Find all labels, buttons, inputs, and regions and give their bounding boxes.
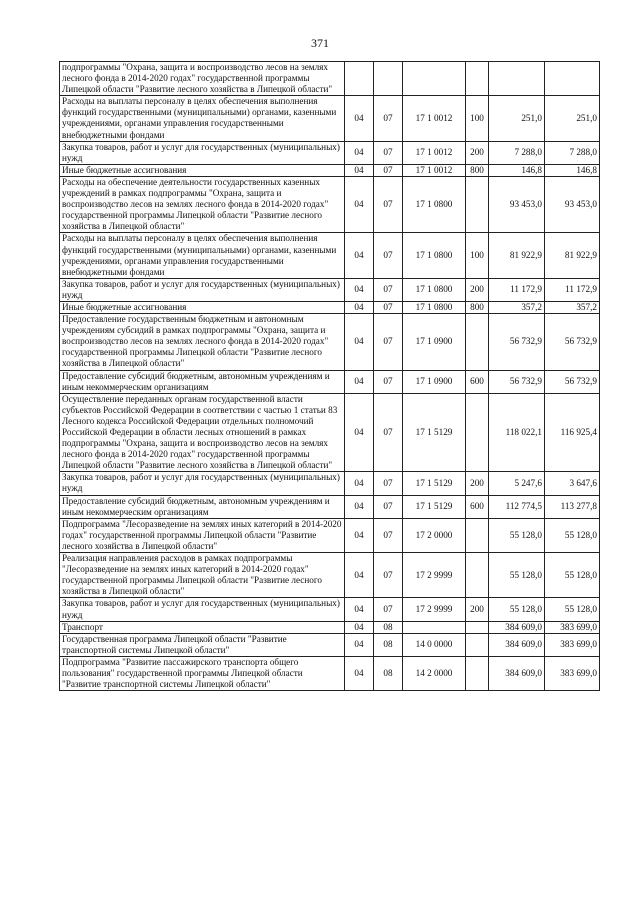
- table-row: [60, 370, 600, 393]
- section-code-cell: 04: [345, 495, 374, 518]
- item-name-cell: Реализация направления расходов в рамках подпрограммы "Лесоразведение на землях иных категорий в 2014-2020 годах" государственной программы Липецкой области "Развитие лесного хозяйства в Липецкой области": [60, 553, 345, 598]
- expense-type-cell: 100: [466, 233, 489, 278]
- subsection-code-cell: 07: [374, 393, 403, 472]
- item-name-cell: Предоставление субсидий бюджетным, автономным учреждениям и иным некоммерческим организациям: [60, 495, 345, 518]
- item-name-cell: Закупка товаров, работ и услуг для государственных (муниципальных) нужд: [60, 141, 345, 164]
- section-code-cell: 04: [345, 176, 374, 232]
- table-row: [60, 472, 600, 495]
- expense-type-cell: 100: [466, 96, 489, 141]
- subsection-code-cell: 07: [374, 233, 403, 278]
- target-article-cell: 17 1 0012: [403, 164, 466, 176]
- amount-year2-cell: 113 277,8: [545, 495, 600, 518]
- item-name-cell: Закупка товаров, работ и услуг для государственных (муниципальных) нужд: [60, 472, 345, 495]
- amount-year1-cell: 7 288,0: [489, 141, 545, 164]
- subsection-code-cell: [374, 62, 403, 96]
- subsection-code-cell: 07: [374, 141, 403, 164]
- page-number: 371: [311, 36, 329, 50]
- section-code-cell: 04: [345, 164, 374, 176]
- section-code-cell: 04: [345, 656, 374, 690]
- table-row: [60, 141, 600, 164]
- expense-type-cell: 200: [466, 598, 489, 621]
- target-article-cell: 17 1 5129: [403, 472, 466, 495]
- subsection-code-cell: 07: [374, 472, 403, 495]
- section-code-cell: 04: [345, 633, 374, 656]
- table-row: [60, 656, 600, 690]
- expense-type-cell: [466, 62, 489, 96]
- amount-year1-cell: 384 609,0: [489, 633, 545, 656]
- amount-year1-cell: 146,8: [489, 164, 545, 176]
- item-name-cell: Иные бюджетные ассигнования: [60, 301, 345, 313]
- amount-year1-cell: 357,2: [489, 301, 545, 313]
- table-row: [60, 598, 600, 621]
- expense-type-cell: 800: [466, 301, 489, 313]
- expense-type-cell: 200: [466, 472, 489, 495]
- item-name-cell: Расходы на обеспечение деятельности государственных казенных учреждений в рамках подпрограммы "Охрана, защита и воспроизводство лесов на землях лесного фонда в 2014-2020 годах" государственной программы Липецкой области "Развитие лесного хозяйства в Липецкой области": [60, 176, 345, 232]
- section-code-cell: 04: [345, 553, 374, 598]
- table-row: [60, 393, 600, 472]
- amount-year2-cell: [545, 62, 600, 96]
- table-row: [60, 164, 600, 176]
- subsection-code-cell: 07: [374, 278, 403, 301]
- subsection-code-cell: 07: [374, 553, 403, 598]
- section-code-cell: 04: [345, 314, 374, 370]
- subsection-code-cell: 07: [374, 314, 403, 370]
- target-article-cell: 17 1 0900: [403, 314, 466, 370]
- expense-type-cell: [466, 314, 489, 370]
- target-article-cell: 17 2 9999: [403, 553, 466, 598]
- section-code-cell: 04: [345, 393, 374, 472]
- amount-year1-cell: 5 247,6: [489, 472, 545, 495]
- amount-year1-cell: 93 453,0: [489, 176, 545, 232]
- target-article-cell: 17 1 0012: [403, 96, 466, 141]
- table-row: [60, 518, 600, 552]
- table-row: [60, 633, 600, 656]
- amount-year1-cell: 384 609,0: [489, 621, 545, 633]
- expense-type-cell: [466, 553, 489, 598]
- target-article-cell: 17 1 0012: [403, 141, 466, 164]
- amount-year2-cell: 11 172,9: [545, 278, 600, 301]
- target-article-cell: 17 1 5129: [403, 393, 466, 472]
- amount-year1-cell: [489, 62, 545, 96]
- amount-year1-cell: 55 128,0: [489, 518, 545, 552]
- subsection-code-cell: 08: [374, 656, 403, 690]
- item-name-cell: Подпрограмма "Развитие пассажирского транспорта общего пользования" государственной программы Липецкой области "Развитие транспортной системы Липецкой области": [60, 656, 345, 690]
- item-name-cell: подпрограммы "Охрана, защита и воспроизводство лесов на землях лесного фонда в 2014-2020 годах" государственной программы Липецкой области "Развитие лесного хозяйства в Липецкой области": [60, 62, 345, 96]
- amount-year1-cell: 56 732,9: [489, 314, 545, 370]
- target-article-cell: 17 1 0800: [403, 301, 466, 313]
- section-code-cell: 04: [345, 518, 374, 552]
- section-code-cell: 04: [345, 621, 374, 633]
- amount-year1-cell: 112 774,5: [489, 495, 545, 518]
- expense-type-cell: 600: [466, 495, 489, 518]
- target-article-cell: 14 2 0000: [403, 656, 466, 690]
- amount-year2-cell: 116 925,4: [545, 393, 600, 472]
- amount-year2-cell: 146,8: [545, 164, 600, 176]
- section-code-cell: 04: [345, 370, 374, 393]
- amount-year1-cell: 118 022,1: [489, 393, 545, 472]
- table-row: [60, 301, 600, 313]
- subsection-code-cell: 07: [374, 370, 403, 393]
- section-code-cell: 04: [345, 301, 374, 313]
- item-name-cell: Расходы на выплаты персоналу в целях обеспечения выполнения функций государственными (муниципальными) органами, казенными учреждениями, органами управления государственными внебюджетными фондами: [60, 96, 345, 141]
- item-name-cell: Осуществление переданных органам государственной власти субъектов Российской Федерации в соответствии с частью 1 статьи 83 Лесного кодекса Российской Федерации отдельных полномочий Российской Федерации в области лесных отношений в рамках подпрограммы "Охрана, защита и воспроизводство лесов на землях лесного фонда в 2014-2020 годах" государственной программы Липецкой области "Развитие лесного хозяйства в Липецкой области": [60, 393, 345, 472]
- target-article-cell: 17 2 9999: [403, 598, 466, 621]
- expense-type-cell: [466, 621, 489, 633]
- expense-type-cell: 200: [466, 141, 489, 164]
- subsection-code-cell: 07: [374, 301, 403, 313]
- expense-type-cell: 800: [466, 164, 489, 176]
- section-code-cell: [345, 62, 374, 96]
- amount-year2-cell: 7 288,0: [545, 141, 600, 164]
- amount-year2-cell: 81 922,9: [545, 233, 600, 278]
- expense-type-cell: [466, 393, 489, 472]
- target-article-cell: 14 0 0000: [403, 633, 466, 656]
- table-row: [60, 553, 600, 598]
- target-article-cell: 17 1 0800: [403, 233, 466, 278]
- item-name-cell: Иные бюджетные ассигнования: [60, 164, 345, 176]
- table-body: [60, 62, 600, 691]
- amount-year2-cell: 55 128,0: [545, 553, 600, 598]
- amount-year2-cell: 93 453,0: [545, 176, 600, 232]
- amount-year2-cell: 56 732,9: [545, 370, 600, 393]
- amount-year1-cell: 11 172,9: [489, 278, 545, 301]
- table-row: [60, 621, 600, 633]
- table-row: [60, 495, 600, 518]
- target-article-cell: 17 1 0900: [403, 370, 466, 393]
- table-row: [60, 96, 600, 141]
- section-code-cell: 04: [345, 472, 374, 495]
- target-article-cell: 17 1 0800: [403, 176, 466, 232]
- amount-year2-cell: 55 128,0: [545, 598, 600, 621]
- target-article-cell: 17 2 0000: [403, 518, 466, 552]
- target-article-cell: [403, 621, 466, 633]
- amount-year2-cell: 251,0: [545, 96, 600, 141]
- table-row: [60, 278, 600, 301]
- item-name-cell: Закупка товаров, работ и услуг для государственных (муниципальных) нужд: [60, 278, 345, 301]
- target-article-cell: [403, 62, 466, 96]
- item-name-cell: Закупка товаров, работ и услуг для государственных (муниципальных) нужд: [60, 598, 345, 621]
- expense-type-cell: [466, 656, 489, 690]
- section-code-cell: 04: [345, 598, 374, 621]
- amount-year2-cell: 55 128,0: [545, 518, 600, 552]
- subsection-code-cell: 07: [374, 518, 403, 552]
- amount-year1-cell: 55 128,0: [489, 553, 545, 598]
- subsection-code-cell: 07: [374, 495, 403, 518]
- item-name-cell: Предоставление субсидий бюджетным, автономным учреждениям и иным некоммерческим организациям: [60, 370, 345, 393]
- section-code-cell: 04: [345, 96, 374, 141]
- subsection-code-cell: 07: [374, 598, 403, 621]
- section-code-cell: 04: [345, 278, 374, 301]
- table-row: [60, 314, 600, 370]
- subsection-code-cell: 07: [374, 96, 403, 141]
- amount-year2-cell: 383 699,0: [545, 656, 600, 690]
- table-row: [60, 62, 600, 96]
- amount-year1-cell: 384 609,0: [489, 656, 545, 690]
- amount-year2-cell: 383 699,0: [545, 621, 600, 633]
- amount-year2-cell: 383 699,0: [545, 633, 600, 656]
- amount-year2-cell: 56 732,9: [545, 314, 600, 370]
- amount-year1-cell: 56 732,9: [489, 370, 545, 393]
- budget-table: [59, 61, 600, 691]
- expense-type-cell: [466, 633, 489, 656]
- amount-year2-cell: 3 647,6: [545, 472, 600, 495]
- amount-year1-cell: 55 128,0: [489, 598, 545, 621]
- target-article-cell: 17 1 5129: [403, 495, 466, 518]
- expense-type-cell: [466, 176, 489, 232]
- section-code-cell: 04: [345, 141, 374, 164]
- amount-year2-cell: 357,2: [545, 301, 600, 313]
- expense-type-cell: 200: [466, 278, 489, 301]
- item-name-cell: Государственная программа Липецкой области "Развитие транспортной системы Липецкой области": [60, 633, 345, 656]
- table-row: [60, 233, 600, 278]
- expense-type-cell: [466, 518, 489, 552]
- item-name-cell: Предоставление государственным бюджетным и автономным учреждениям субсидий в рамках подпрограммы "Охрана, защита и воспроизводство лесов на землях лесного фонда в 2014-2020 годах" государственной программы Липецкой области "Развитие лесного хозяйства в Липецкой области": [60, 314, 345, 370]
- subsection-code-cell: 08: [374, 633, 403, 656]
- amount-year1-cell: 251,0: [489, 96, 545, 141]
- subsection-code-cell: 07: [374, 176, 403, 232]
- item-name-cell: Расходы на выплаты персоналу в целях обеспечения выполнения функций государственными (муниципальными) органами, казенными учреждениями, органами управления государственными внебюджетными фондами: [60, 233, 345, 278]
- expense-type-cell: 600: [466, 370, 489, 393]
- target-article-cell: 17 1 0800: [403, 278, 466, 301]
- subsection-code-cell: 07: [374, 164, 403, 176]
- amount-year1-cell: 81 922,9: [489, 233, 545, 278]
- subsection-code-cell: 08: [374, 621, 403, 633]
- item-name-cell: Транспорт: [60, 621, 345, 633]
- section-code-cell: 04: [345, 233, 374, 278]
- table-row: [60, 176, 600, 232]
- item-name-cell: Подпрограмма "Лесоразведение на землях иных категорий в 2014-2020 годах" государственной программы Липецкой области "Развитие лесного хозяйства в Липецкой области": [60, 518, 345, 552]
